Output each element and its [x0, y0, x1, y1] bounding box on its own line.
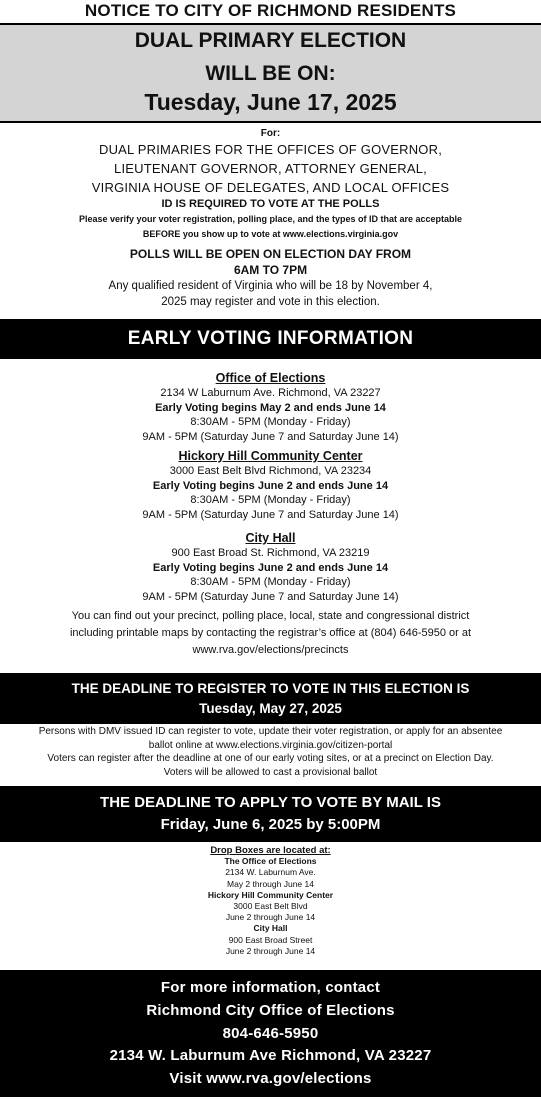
- id-required-notice: ID IS REQUIRED TO VOTE AT THE POLLS: [161, 198, 380, 210]
- early-voting-location: [0, 448, 541, 522]
- headline-will-be-on: WILL BE ON:: [205, 62, 336, 85]
- drop-box-dates: May 2 through June 14: [227, 878, 314, 889]
- location-name: City Hall: [245, 531, 296, 545]
- drop-box-dates: June 2 through June 14: [225, 945, 316, 956]
- drop-box-name: The Office of Elections: [224, 856, 317, 867]
- footer-website-link[interactable]: Visit www.rva.gov/elections: [169, 1070, 372, 1088]
- contact-footer: [0, 970, 541, 1097]
- precinct-lookup-info: [0, 608, 541, 659]
- location-address: 900 East Broad St. Richmond, VA 23219: [171, 547, 370, 559]
- election-info: [0, 123, 541, 319]
- location-weekday-hours: 8:30AM - 5PM (Monday - Friday): [190, 494, 351, 506]
- registration-line-1: Persons with DMV issued ID can register to vote, update their voter registration, or apply for an absentee: [38, 726, 503, 737]
- for-label: For:: [260, 128, 281, 139]
- precincts-link[interactable]: www.rva.gov/elections/precincts: [192, 644, 349, 656]
- location-address: 2134 W Laburnum Ave. Richmond, VA 23227: [160, 387, 381, 399]
- location-weekday-hours: 8:30AM - 5PM (Monday - Friday): [190, 576, 351, 588]
- registration-line-2: ballot online at www.elections.virginia.gov/citizen-portal: [148, 739, 393, 751]
- headline-title: DUAL PRIMARY ELECTION: [134, 29, 407, 52]
- polls-hours-line-2: 6AM TO 7PM: [233, 263, 308, 277]
- drop-box-name: Hickory Hill Community Center: [207, 889, 334, 900]
- location-name: Office of Elections: [215, 371, 326, 385]
- drop-box-name: City Hall: [253, 923, 288, 934]
- location-dates: Early Voting begins June 2 and ends June 14: [152, 561, 389, 574]
- drop-boxes-section: [0, 842, 541, 970]
- offices-line-2: LIEUTENANT GOVERNOR, ATTORNEY GENERAL,: [114, 161, 427, 176]
- registration-line-4: Voters will be allowed to cast a provisional ballot: [163, 766, 378, 778]
- drop-box-address: 3000 East Belt Blvd: [233, 901, 308, 912]
- early-voting-location: [0, 530, 541, 604]
- location-dates: Early Voting begins June 2 and ends June 14: [152, 479, 389, 492]
- location-dates: Early Voting begins May 2 and ends June 14: [155, 401, 386, 414]
- footer-office-name: Richmond City Office of Elections: [146, 1001, 395, 1019]
- election-headline: [0, 25, 541, 123]
- register-deadline-heading: THE DEADLINE TO REGISTER TO VOTE IN THIS ELECTION IS: [71, 681, 470, 696]
- early-voting-section: [0, 359, 541, 673]
- location-name: Hickory Hill Community Center: [178, 449, 363, 463]
- verify-line-2: BEFORE you show up to vote at www.elections.virginia.gov: [142, 229, 399, 239]
- footer-address: 2134 W. Laburnum Ave Richmond, VA 23227: [109, 1047, 432, 1065]
- offices-line-1: DUAL PRIMARIES FOR THE OFFICES OF GOVERNOR,: [98, 142, 443, 157]
- registration-details: [0, 724, 541, 786]
- mail-deadline-date: Friday, June 6, 2025 by 5:00PM: [160, 816, 381, 833]
- precinct-info-line-1: You can find out your precinct, polling place, local, state and congressional district: [71, 610, 470, 622]
- footer-phone[interactable]: 804-646-5950: [222, 1024, 319, 1042]
- verify-line-1: Please verify your voter registration, polling place, and the types of ID that are acceptable: [78, 214, 463, 224]
- registration-line-3: Voters can register after the deadline at one of our early voting sites, or at a precinct on Election Day.: [47, 753, 494, 764]
- early-voting-heading: EARLY VOTING INFORMATION: [0, 319, 541, 359]
- mail-deadline-banner: [0, 786, 541, 842]
- register-deadline-date: Tuesday, May 27, 2025: [199, 701, 342, 716]
- footer-contact-line: For more information, contact: [160, 979, 381, 996]
- mail-deadline-heading: THE DEADLINE TO APPLY TO VOTE BY MAIL IS: [100, 794, 441, 811]
- location-saturday-hours: 9AM - 5PM (Saturday June 7 and Saturday June 14): [142, 508, 399, 521]
- location-saturday-hours: 9AM - 5PM (Saturday June 7 and Saturday June 14): [142, 590, 399, 603]
- drop-box-address: 2134 W. Laburnum Ave.: [225, 867, 316, 878]
- precinct-info-line-2: including printable maps by contacting the registrar’s office at (804) 646-5950 or at: [69, 627, 472, 639]
- election-date: Tuesday, June 17, 2025: [144, 89, 397, 115]
- drop-box-address: 900 East Broad Street: [228, 934, 313, 945]
- register-deadline-banner: [0, 673, 541, 724]
- drop-boxes-heading: Drop Boxes are located at:: [210, 845, 331, 856]
- polls-hours-line-1: POLLS WILL BE OPEN ON ELECTION DAY FROM: [129, 247, 412, 261]
- offices-line-3: VIRGINIA HOUSE OF DELEGATES, AND LOCAL OFFICES: [91, 180, 450, 195]
- early-voting-location: [0, 370, 541, 444]
- drop-box-dates: June 2 through June 14: [225, 912, 316, 923]
- location-saturday-hours: 9AM - 5PM (Saturday June 7 and Saturday June 14): [142, 430, 399, 443]
- location-address: 3000 East Belt Blvd Richmond, VA 23234: [169, 465, 372, 477]
- location-weekday-hours: 8:30AM - 5PM (Monday - Friday): [190, 416, 351, 428]
- qualified-line-2: 2025 may register and vote in this election.: [161, 296, 380, 308]
- notice-header: NOTICE TO CITY OF RICHMOND RESIDENTS: [0, 0, 541, 25]
- qualified-line-1: Any qualified resident of Virginia who will be 18 by November 4,: [108, 280, 433, 292]
